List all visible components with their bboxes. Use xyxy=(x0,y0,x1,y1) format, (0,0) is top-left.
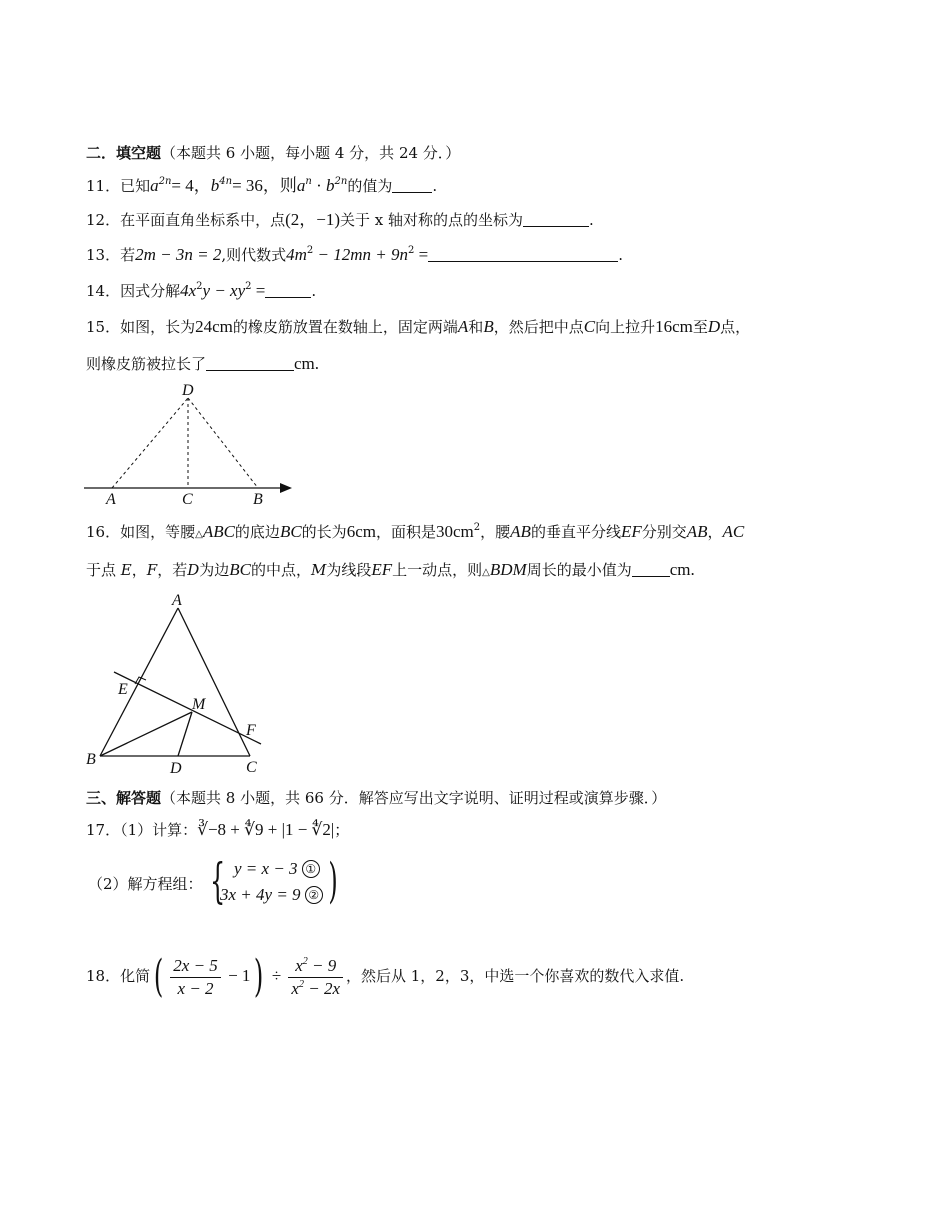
right-paren-icon: ) xyxy=(254,951,264,1002)
q16-text-1: 如图，等腰 xyxy=(120,523,196,541)
question-15-line-1 xyxy=(86,317,750,337)
q18-numerator-2 xyxy=(288,955,343,978)
q11-b-exp: 4n xyxy=(219,176,233,187)
equation-2 xyxy=(220,885,323,905)
question-17-part-2 xyxy=(88,874,203,894)
label-E: E xyxy=(118,681,128,698)
section-2-title: 二．填空题 xyxy=(86,144,162,162)
q18-minus-one: − 1 xyxy=(223,966,251,985)
q13-text-2: ,则代数式 xyxy=(221,246,287,264)
q12-number: 12． xyxy=(86,211,121,229)
q18-text: 化简 xyxy=(120,967,151,985)
question-11 xyxy=(86,176,437,196)
q14-e2-exp: 2 xyxy=(245,281,252,292)
q14-e1: 4x xyxy=(180,281,197,300)
left-paren-icon: ( xyxy=(153,951,164,1002)
q16-text-11: 的中点， xyxy=(250,561,311,579)
q15-text-6: 点， xyxy=(720,318,751,336)
label-A: A xyxy=(172,592,182,609)
q18-den2-rest: − 2x xyxy=(303,978,340,998)
q16-text-9: ，若 xyxy=(157,561,188,579)
segment-BM xyxy=(100,712,192,756)
q13-text: 若 xyxy=(120,246,136,264)
q16-text-5: ，腰 xyxy=(480,523,511,541)
q15-length: 24cm xyxy=(195,317,233,336)
q13-answer-blank[interactable] xyxy=(428,247,618,262)
q16-text-10: 为边 xyxy=(199,561,230,579)
left-brace-icon: { xyxy=(210,853,226,909)
question-16-line-2 xyxy=(86,560,695,583)
q11-text-2: 的值为 xyxy=(347,177,393,195)
q13-number: 13． xyxy=(86,246,121,264)
q16-text-6: 的垂直平分线 xyxy=(530,523,621,541)
side-AB xyxy=(100,608,178,756)
q16-M: M xyxy=(311,561,327,579)
q14-e1-exp: 2 xyxy=(196,281,203,292)
q11-answer-blank[interactable] xyxy=(392,178,432,193)
number-line-arrow-icon xyxy=(280,483,292,493)
q15-text-1: 如图，长为 xyxy=(120,318,196,336)
q11-an-exp: n xyxy=(305,176,312,187)
q16-bdm: BDM xyxy=(489,560,527,579)
q18-fraction-1 xyxy=(170,955,221,1000)
q17-number: 17． xyxy=(86,821,121,839)
q15-unit: cm. xyxy=(294,354,320,373)
q16-ab: AB xyxy=(510,522,531,541)
segment-DB xyxy=(188,398,258,488)
q16-D: D xyxy=(187,561,200,579)
section-3-title: 三、解答题 xyxy=(86,789,162,807)
q15-C: C xyxy=(583,317,596,336)
q18-divide: ÷ xyxy=(267,966,286,985)
q15-A: A xyxy=(457,317,469,336)
q18-num2-x: x xyxy=(295,955,303,975)
label-C: C xyxy=(246,759,257,776)
q16-E: E xyxy=(120,561,132,579)
q18-number: 18． xyxy=(86,967,121,985)
q12-point: (2，−1) xyxy=(285,210,341,229)
q17-expression: ∛−8 + ∜9 + |1 − ∜2| xyxy=(197,820,335,839)
equation-1 xyxy=(234,859,320,879)
circled-2-icon: ② xyxy=(305,886,323,904)
q11-b: b xyxy=(210,176,220,195)
label-D: D xyxy=(170,760,182,777)
q12-text: 在平面直角坐标系中，点 xyxy=(120,211,286,229)
q16-area: 30cm xyxy=(435,522,474,541)
q11-b2n-exp: 2n xyxy=(334,176,348,187)
q12-text-2: 关于 x 轴对称的点的坐标为 xyxy=(340,211,524,229)
q16-F: F xyxy=(146,561,158,579)
triangle-icon: △ xyxy=(195,529,203,540)
q11-number: 11． xyxy=(86,177,121,195)
q16-bc-2: BC xyxy=(229,560,251,579)
q18-den2-x: x xyxy=(291,978,299,998)
q11-end: . xyxy=(432,177,438,195)
q14-text: 因式分解 xyxy=(120,282,181,300)
question-12 xyxy=(86,210,594,230)
q18-num2-exp: 2 xyxy=(302,955,308,967)
segment-MD xyxy=(178,712,192,756)
q15-D: D xyxy=(707,317,721,336)
q15-text-2: 的橡皮筋放置在数轴上，固定两端 xyxy=(232,318,458,336)
label-F: F xyxy=(246,722,256,739)
q13-end: . xyxy=(618,246,624,264)
q13-condition: 2m − 3n = 2 xyxy=(135,245,222,264)
q11-eq1: = 4， xyxy=(171,176,211,195)
q11-b2n: b xyxy=(326,176,335,195)
label-A: A xyxy=(106,491,116,508)
q16-ef-2: EF xyxy=(371,560,393,579)
q12-end: . xyxy=(589,211,594,229)
q16-answer-blank[interactable] xyxy=(632,562,670,577)
question-15-line-2 xyxy=(86,354,319,374)
q15-B: B xyxy=(483,317,494,336)
q16-ef: EF xyxy=(620,522,642,541)
q16-text-14: 周长的最小值为 xyxy=(526,561,632,579)
q11-dot: · xyxy=(311,176,327,195)
q13-expr-a: 4m xyxy=(286,245,307,264)
q17-semicolon: ； xyxy=(334,821,350,839)
question-13 xyxy=(86,245,623,265)
q16-text-12: 为线段 xyxy=(326,561,372,579)
q16-text-7: 分别交 xyxy=(641,523,687,541)
q13-expr-b: − 12mn + 9n xyxy=(313,245,409,264)
q16-text-8: 于点 xyxy=(86,561,117,579)
q15-answer-blank[interactable] xyxy=(206,356,294,371)
q18-denominator-1: x − 2 xyxy=(177,978,214,998)
figure-16 xyxy=(80,588,270,778)
section-2-note: （本题共 6 小题，每小题 4 分，共 24 分．） xyxy=(161,144,461,162)
q18-numerator-1: 2x − 5 xyxy=(170,955,221,978)
q16-unit: cm. xyxy=(669,560,695,579)
label-B: B xyxy=(253,491,263,508)
section-2-header xyxy=(86,143,460,163)
equation-2-text: 3x + 4y = 9 xyxy=(220,885,301,904)
q17-part-1-label: （1）计算： xyxy=(120,821,198,839)
label-D: D xyxy=(182,382,194,399)
question-17-part-1 xyxy=(86,820,349,840)
q18-fraction-2 xyxy=(288,955,343,1000)
q16-text-3: 的长为 xyxy=(301,523,347,541)
q13-sq1: 2 xyxy=(306,245,314,256)
equation-1-text: y = x − 3 xyxy=(234,859,298,878)
triangle-icon-2: △ xyxy=(482,567,490,578)
figure-15 xyxy=(80,382,300,508)
q16-text-4: ，面积是 xyxy=(375,523,436,541)
q18-denominator-2 xyxy=(288,978,343,1000)
question-16-line-1 xyxy=(86,522,744,545)
q15-and: 和 xyxy=(468,318,484,336)
q11-an: a xyxy=(296,176,306,195)
q16-ac: AC xyxy=(722,522,745,541)
label-B: B xyxy=(86,751,96,768)
q18-den2-exp: 2 xyxy=(298,978,304,990)
q16-bc: BC xyxy=(279,522,302,541)
q16-text-13: 上一动点，则 xyxy=(392,561,483,579)
q14-e2: y − xy xyxy=(202,281,246,300)
q16-area-exp: 2 xyxy=(473,522,481,533)
q14-answer-blank[interactable] xyxy=(265,283,311,298)
q13-expr-c: = xyxy=(414,245,429,264)
q14-e3: = xyxy=(251,281,266,300)
equation-system xyxy=(210,853,338,909)
section-3-header xyxy=(86,788,666,808)
q17-part-2-label: （2）解方程组： xyxy=(88,875,203,893)
q11-a-exp: 2n xyxy=(158,176,172,187)
q12-answer-blank[interactable] xyxy=(523,212,589,227)
q18-num2-rest: − 9 xyxy=(307,955,337,975)
q15-text-3: ，然后把中点 xyxy=(493,318,584,336)
q15-number: 15． xyxy=(86,318,121,336)
q16-ab-2: AB xyxy=(686,522,708,541)
q16-number: 16． xyxy=(86,523,121,541)
q15-text-5: 至 xyxy=(692,318,708,336)
section-3-note: （本题共 8 小题，共 66 分．解答应写出文字说明、证明过程或演算步骤．） xyxy=(161,789,667,807)
q11-text: 已知 xyxy=(120,177,151,195)
segment-AD xyxy=(112,398,188,488)
circled-1-icon: ① xyxy=(302,860,320,878)
q14-number: 14． xyxy=(86,282,121,300)
q11-eq2: = 36，则 xyxy=(232,176,297,195)
q16-bc-length: 6cm xyxy=(346,522,376,541)
right-paren-icon: ) xyxy=(328,853,338,909)
q11-a: a xyxy=(150,176,159,195)
q16-comma: ， xyxy=(707,523,723,541)
q15-text-4: 向上拉升 xyxy=(595,318,656,336)
q16-comma-2: ， xyxy=(131,561,147,579)
q14-end: . xyxy=(311,282,317,300)
question-14 xyxy=(86,281,316,301)
q15-height: 16cm xyxy=(655,317,693,336)
label-M: M xyxy=(192,696,206,713)
q18-text-2: ，然后从 1，2，3，中选一个你喜欢的数代入求值. xyxy=(346,967,685,985)
q16-text-2: 的底边 xyxy=(234,523,280,541)
q16-abc: ABC xyxy=(202,522,235,541)
q15-line-2-text: 则橡皮筋被拉长了 xyxy=(86,355,207,373)
label-C: C xyxy=(182,491,193,508)
question-18 xyxy=(86,944,684,1008)
q13-sq2: 2 xyxy=(408,245,415,256)
